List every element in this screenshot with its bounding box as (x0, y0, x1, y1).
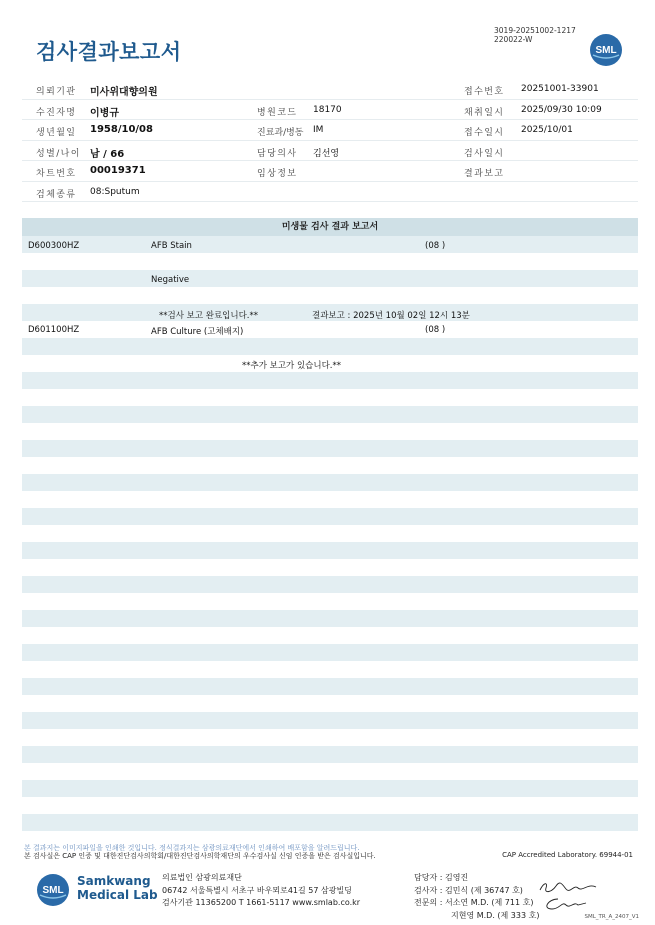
sml-logo-icon (36, 873, 70, 907)
receipt-date-value: 2025/10/01 (521, 125, 573, 135)
sml-logo-icon (589, 33, 623, 67)
info-row-birth (22, 120, 638, 141)
signature-icon (538, 880, 598, 894)
row-stripe (22, 508, 638, 525)
row-stripe (22, 338, 638, 355)
specimen-value: 08:Sputum (90, 186, 140, 197)
staff-specialist-2: 지현영 M.D. (제 333 호) (451, 910, 540, 920)
cap-accreditation: CAP Accredited Laboratory. 69944-01 (502, 851, 633, 859)
birth-value: 1958/10/08 (90, 124, 153, 135)
test-name: AFB Stain (151, 241, 192, 251)
report-time: 결과보고 : 2025년 10월 02일 12시 13분 (312, 311, 470, 321)
hospital-value: 미사위대향의원 (90, 87, 158, 98)
chart-no-value: 00019371 (90, 165, 146, 176)
corp-address: 06742 서울특별시 서초구 바우뫼로41길 57 삼광빌딩 (162, 885, 352, 895)
hospital-code-label: 병원코드 (257, 107, 298, 118)
row-stripe (22, 406, 638, 423)
receipt-no-value: 20251001-33901 (521, 84, 599, 94)
info-row-specimen (22, 182, 638, 203)
staff-manager: 담당자 : 김영진 (414, 873, 469, 882)
staff-specialist-1: 전문의 : 서소연 M.D. (제 711 호) (414, 898, 534, 907)
hospital-code-value: 18170 (313, 104, 342, 115)
certification-notice: 본 검사실은 CAP 인증 및 대한진단검사의학회/대한진단검사의학재단의 우수검사실 신임 인증을 받은 검사실입니다. (24, 852, 376, 860)
row-stripe (22, 814, 638, 831)
row-stripe (22, 576, 638, 593)
row-stripe (22, 270, 638, 287)
corp-name: 의료법인 삼광의료재단 (162, 873, 242, 882)
birth-label: 생년월일 (36, 128, 77, 138)
hospital-label: 의뢰기관 (36, 87, 77, 97)
sex-age-label: 성별/나이 (36, 148, 81, 159)
report-label: 결과보고 (464, 169, 505, 179)
test-code: D601100HZ (28, 325, 80, 335)
row-stripe (22, 236, 638, 253)
brand-line2: Medical Lab (77, 888, 158, 902)
brand-line1: Samkwang (77, 874, 151, 888)
sml-logo-text: SML (42, 885, 64, 896)
info-row-patient (22, 100, 638, 121)
signature-icon (538, 895, 588, 913)
form-code: SML_TR_A_2407_V1 (584, 914, 639, 920)
collect-date-value: 2025/09/30 10:09 (521, 104, 602, 115)
info-row-chart (22, 161, 638, 182)
row-stripe (22, 780, 638, 797)
specimen-label: 검체종류 (36, 189, 77, 200)
row-stripe (22, 712, 638, 729)
test-result: Negative (151, 275, 190, 285)
image-copy-notice: 본 결과지는 이미지파일을 인쇄한 것입니다. 정식결과지는 삼광의료재단에서 인쇄하여 배포함을 알려드립니다. (24, 844, 360, 852)
document-id (494, 26, 576, 44)
corp-contact: 검사기관 11365200 T 1661-5117 www.smlab.co.kr (162, 898, 361, 907)
receipt-date-label: 접수일시 (464, 128, 505, 138)
brand-name (77, 874, 158, 902)
test-code: D600300HZ (28, 241, 80, 251)
staff-info (414, 872, 539, 922)
row-stripe (22, 372, 638, 389)
row-stripe (22, 610, 638, 627)
sex-age-value: 남 / 66 (90, 148, 125, 160)
staff-tester: 검사자 : 김민식 (제 36747 호) (414, 885, 523, 895)
row-stripe (22, 644, 638, 661)
dept-value: IM (313, 125, 324, 135)
patient-value: 이병규 (90, 107, 119, 119)
test-specimen-no: (08 ) (425, 325, 446, 335)
dept-label: 진료과/병동 (257, 128, 304, 138)
document-id-line1: 3019-20251002-1217 (494, 26, 576, 35)
sml-logo-text: SML (595, 45, 617, 56)
test-name: AFB Culture (고체배지) (151, 327, 244, 337)
doctor-label: 담당의사 (257, 148, 298, 159)
test-specimen-no: (08 ) (425, 241, 446, 251)
test-date-label: 검사일시 (464, 148, 505, 159)
patient-label: 수진자명 (36, 107, 77, 118)
receipt-no-label: 접수번호 (464, 87, 505, 97)
info-row-sex-age (22, 141, 638, 162)
report-section-title: 미생물 검사 결과 보고서 (22, 218, 638, 236)
result-stripes (22, 236, 638, 848)
patient-info-table (22, 79, 638, 202)
info-row-hospital (22, 79, 638, 100)
row-stripe (22, 542, 638, 559)
row-stripe (22, 746, 638, 763)
doctor-value: 김선영 (313, 148, 340, 159)
row-stripe (22, 678, 638, 695)
page-title: 검사결과보고서 (36, 40, 182, 64)
report-complete-note: **검사 보고 완료입니다.** (159, 311, 259, 321)
row-stripe (22, 474, 638, 491)
row-stripe (22, 440, 638, 457)
collect-date-label: 채취일시 (464, 107, 505, 118)
chart-no-label: 차트번호 (36, 169, 77, 179)
document-id-line2: 220022-W (494, 35, 533, 44)
clinical-label: 임상정보 (257, 169, 298, 179)
corporate-info (162, 872, 360, 910)
additional-report-note: **추가 보고가 있습니다.** (242, 361, 342, 371)
